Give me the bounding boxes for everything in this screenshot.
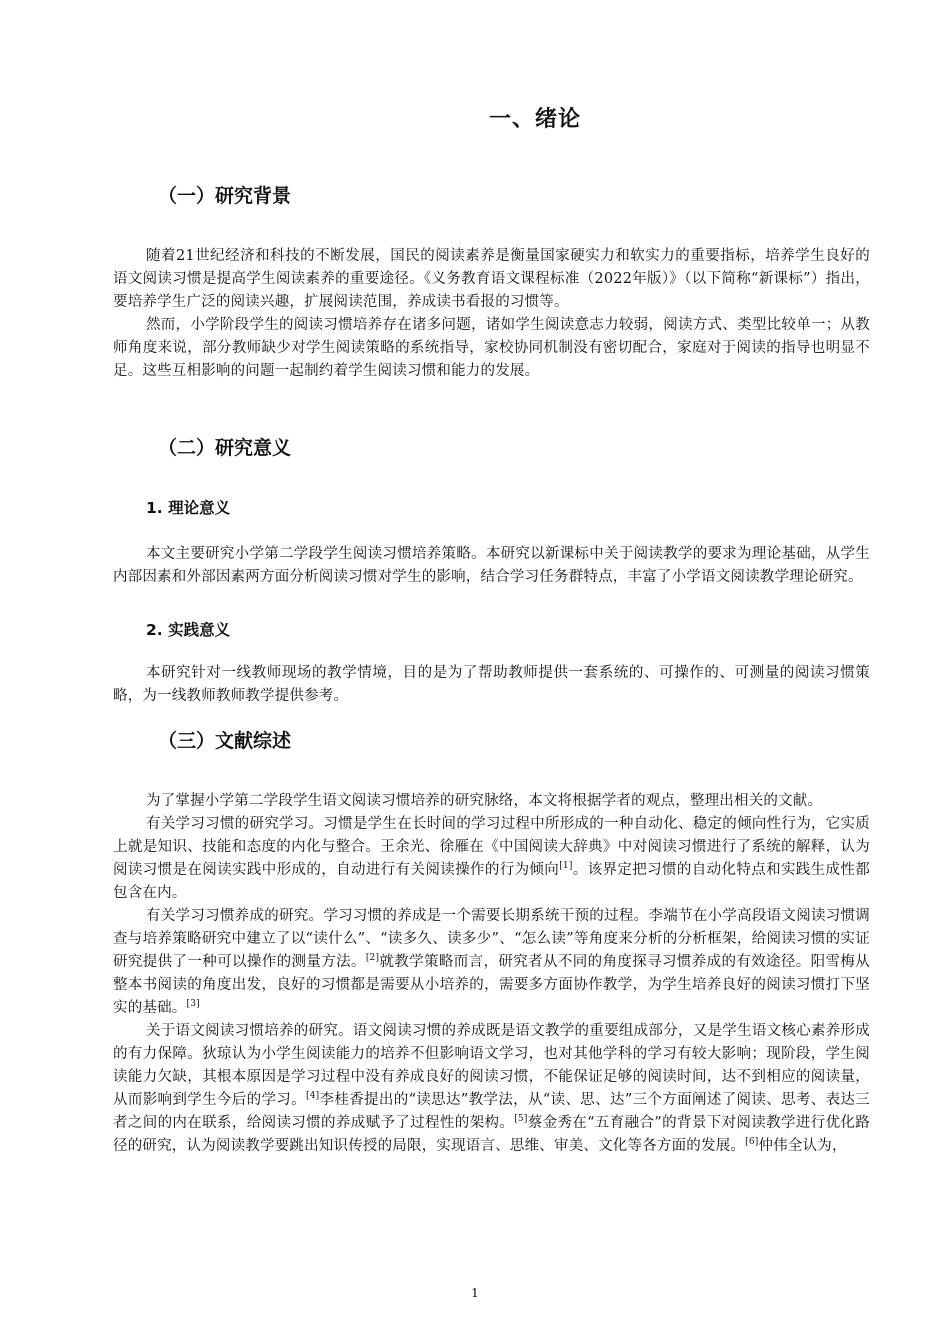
theory-body [113, 543, 870, 589]
citation-ref: [5] [514, 1114, 528, 1125]
citation-ref: [1] [559, 861, 573, 872]
text-run: 就教学策略而言，研究者从不同的角度探寻习惯养成的有效途径。阳雪梅从整本书阅读的角度出发，良好的习惯都是需要从小培养的，需要多方面协作教学，为学生培养良好的阅读习惯打下坚实的基础。 [113, 954, 870, 1016]
paragraph [113, 813, 870, 905]
section-heading-background: （一）研究背景 [158, 185, 292, 207]
subsection-heading-theory: 1. 理论意义 [146, 499, 231, 517]
citation-ref: [3] [186, 999, 200, 1010]
background-body [113, 245, 870, 383]
section-heading-significance: （二）研究意义 [158, 437, 292, 459]
review-body [113, 790, 870, 1158]
citation-ref: [6] [745, 1137, 759, 1148]
text-run: 蔡金秀在“五育融合”的背景下对阅读教学进行优化路径的研究，认为阅读教学要跳出知识传授的局限，实现语言、思维、审美、文化等各方面的发展。 [113, 1115, 871, 1154]
paragraph: 为了掌握小学第二学段学生语文阅读习惯培养的研究脉络，本文将根据学者的观点，整理出相关的文献。 [146, 793, 823, 809]
paragraph [113, 905, 870, 1020]
citation-ref: [2] [365, 953, 380, 964]
text-run: 关于语文阅读习惯培养的研究。语文阅读习惯的养成既是语文教学的重要组成部分，又是学生语文核心素养形成的有力保障。狄琼认为小学生阅读能力的培养不但影响语文学习，也对其他学科的学习有较大影响；现阶段，学生阅读能力欠缺，其根本原因是学习过程中没有养成良好的阅读习惯，不能保证足够的阅读时间，达不到相应的阅读量，从而影响到学生今后的学习。 [113, 1023, 870, 1108]
text-run: 有关学习习惯的研究学习。习惯是学生在长时间的学习过程中所形成的一种自动化、稳定的倾向性行为，它实质上就是知识、技能和态度的内化与整合。王余光、徐雁在《中国阅读大辞典》中对阅读习惯进行了系统的解释，认为阅读习惯是在阅读实践中形成的，自动进行有关阅读操作的行为倾向 [113, 816, 870, 878]
text-run: 有关学习习惯养成的研究。学习习惯的养成是一个需要长期系统干预的过程。李端节在小学高段语文阅读习惯调查与培养策略研究中建立了以“读什么”、“读多久、读多少”、“怎么读”等角度来分析的分析框架，给阅读习惯的实证研究提供了一种可以操作的测量方法。 [113, 908, 870, 970]
text-run: 李桂香提出的“读思达”教学法，从“读、思、达”三个方面阐述了阅读、思考、表达三者之间的内在联系，给阅读习惯的养成赋予了过程性的架构。 [113, 1092, 870, 1131]
page-number: 1 [471, 1286, 479, 1300]
paragraph: 本研究针对一线教师现场的教学情境，目的是为了帮助教师提供一套系统的、可操作的、可测量的阅读习惯策略，为一线教师教师教学提供参考。 [113, 665, 870, 704]
paragraph: 本文主要研究小学第二学段学生阅读习惯培养策略。本研究以新课标中关于阅读教学的要求为理论基础，从学生内部因素和外部因素两方面分析阅读习惯对学生的影响，结合学习任务群特点，丰富了小学语文阅读教学理论研究。 [113, 546, 870, 585]
citation-ref: [4] [306, 1091, 320, 1102]
paragraph [113, 1020, 870, 1158]
paragraph: 然而，小学阶段学生的阅读习惯培养存在诸多问题，诸如学生阅读意志力较弱，阅读方式、类型比较单一；从教师角度来说，部分教师缺少对学生阅读策略的系统指导，家校协同机制没有密切配合，家庭对于阅读的指导也明显不足。这些互相影响的问题一起制约着学生阅读习惯和能力的发展。 [113, 317, 870, 379]
subsection-heading-practice: 2. 实践意义 [146, 621, 231, 639]
section-heading-review: （三）文献综述 [158, 730, 292, 752]
practice-body [113, 662, 870, 708]
paragraph: 随着21世纪经济和科技的不断发展，国民的阅读素养是衡量国家硬实力和软实力的重要指标，培养学生良好的语文阅读习惯是提高学生阅读素养的重要途径。《义务教育语文课程标准（2022年版）》（以下简称“新课标”）指出，要培养学生广泛的阅读兴趣，扩展阅读范围，养成读书看报的习惯等。 [113, 248, 870, 310]
text-run: 仲伟全认为， [758, 1138, 847, 1154]
chapter-title: 一、绪论 [488, 107, 581, 132]
text-run: 。该界定把习惯的自动化特点和实践生成性都包含在内。 [113, 862, 871, 901]
